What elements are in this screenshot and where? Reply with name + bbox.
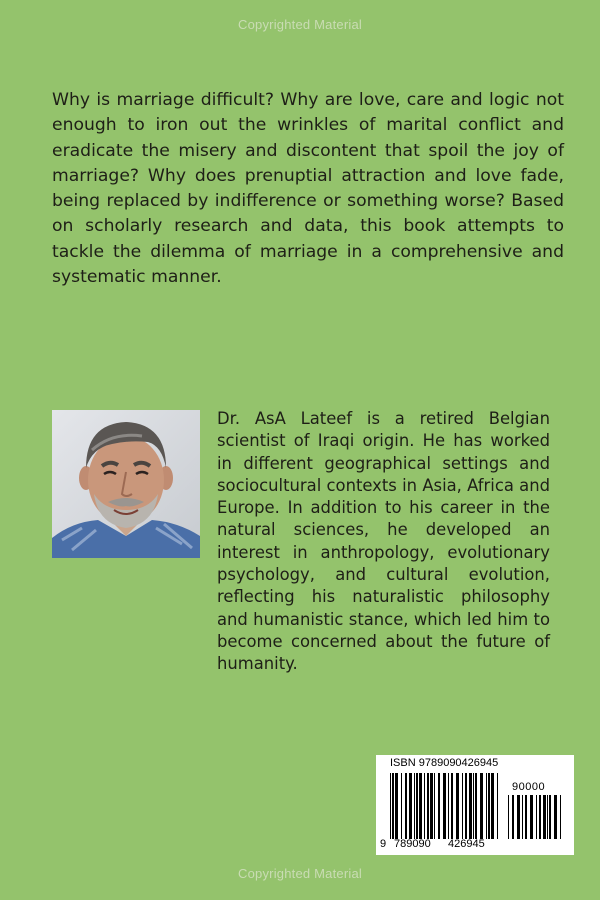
barcode-bar <box>480 773 483 839</box>
barcode-bar <box>427 773 429 839</box>
isbn-label: ISBN 9789090426945 <box>390 757 499 769</box>
barcode-bar <box>522 795 523 839</box>
barcode-bar <box>539 795 541 839</box>
barcode-bar <box>395 773 398 839</box>
watermark-top: Copyrighted Material <box>238 17 362 32</box>
barcode-bar <box>409 773 412 839</box>
barcode-bar <box>465 773 467 839</box>
barcode-first-digit: 9 <box>380 838 387 850</box>
barcode-bar <box>434 773 435 839</box>
barcode-bar <box>525 795 527 839</box>
barcode-bar <box>401 773 402 839</box>
barcode-bar <box>488 773 490 839</box>
barcode-bar <box>416 773 418 839</box>
barcode-bar <box>456 773 459 839</box>
barcode-bar <box>475 773 477 839</box>
watermark-bottom: Copyrighted Material <box>238 866 362 881</box>
barcode-bar <box>530 795 533 839</box>
barcode-bar <box>497 773 498 839</box>
barcode-right-group: 426945 <box>448 838 485 850</box>
author-photo <box>52 410 200 558</box>
barcode-bar <box>512 795 514 839</box>
isbn-barcode <box>376 755 574 855</box>
barcode-bar <box>508 795 509 839</box>
barcode-bar <box>473 773 474 839</box>
barcode-bar <box>390 773 391 839</box>
barcode-bar <box>554 795 557 839</box>
barcode-bar <box>462 773 463 839</box>
book-blurb: Why is marriage difficult? Why are love, care and logic not enough to iron out the wrinkles of marital conflict and eradicate the misery and discontent that spoil the joy of marriage? Why does prenuptial attraction and love fade, being replaced by indifference or something worse? Based on scholarly research and data, this book attempts to tackle the dilemma of marriage in a comprehensive and systematic manner. <box>52 90 564 288</box>
author-bio: Dr. AsA Lateef is a retired Belgian scientist of Iraqi origin. He has worked in different geographical settings and sociocultural contexts in Asia, Africa and Europe. In addition to his career in the natural sciences, he developed an interest in anthropology, evolutionary psychology, and cultural evolution, reflecting his naturalistic philosophy and humanistic stance, which led him to become concerned about the future of humanity. <box>217 409 550 674</box>
barcode-bar <box>451 773 453 839</box>
price-code: 90000 <box>512 781 546 793</box>
barcode-bar <box>414 773 415 839</box>
barcode-bar <box>469 773 472 839</box>
barcode-bar <box>405 773 407 839</box>
barcode-bar <box>486 773 487 839</box>
barcode-bar <box>424 773 425 839</box>
barcode-left-group: 789090 <box>394 838 431 850</box>
barcode-bar <box>419 773 422 839</box>
barcode-bar <box>549 795 551 839</box>
barcode-bar <box>517 795 520 839</box>
barcode-bar <box>430 773 433 839</box>
barcode-bar <box>491 773 494 839</box>
barcode-bar <box>438 773 440 839</box>
barcode-bar <box>547 795 548 839</box>
barcode-bar <box>536 795 537 839</box>
barcode-bar <box>392 773 394 839</box>
barcode-bar <box>443 773 446 839</box>
barcode-bar <box>560 795 561 839</box>
barcode-bar <box>543 795 546 839</box>
barcode-bar <box>448 773 449 839</box>
